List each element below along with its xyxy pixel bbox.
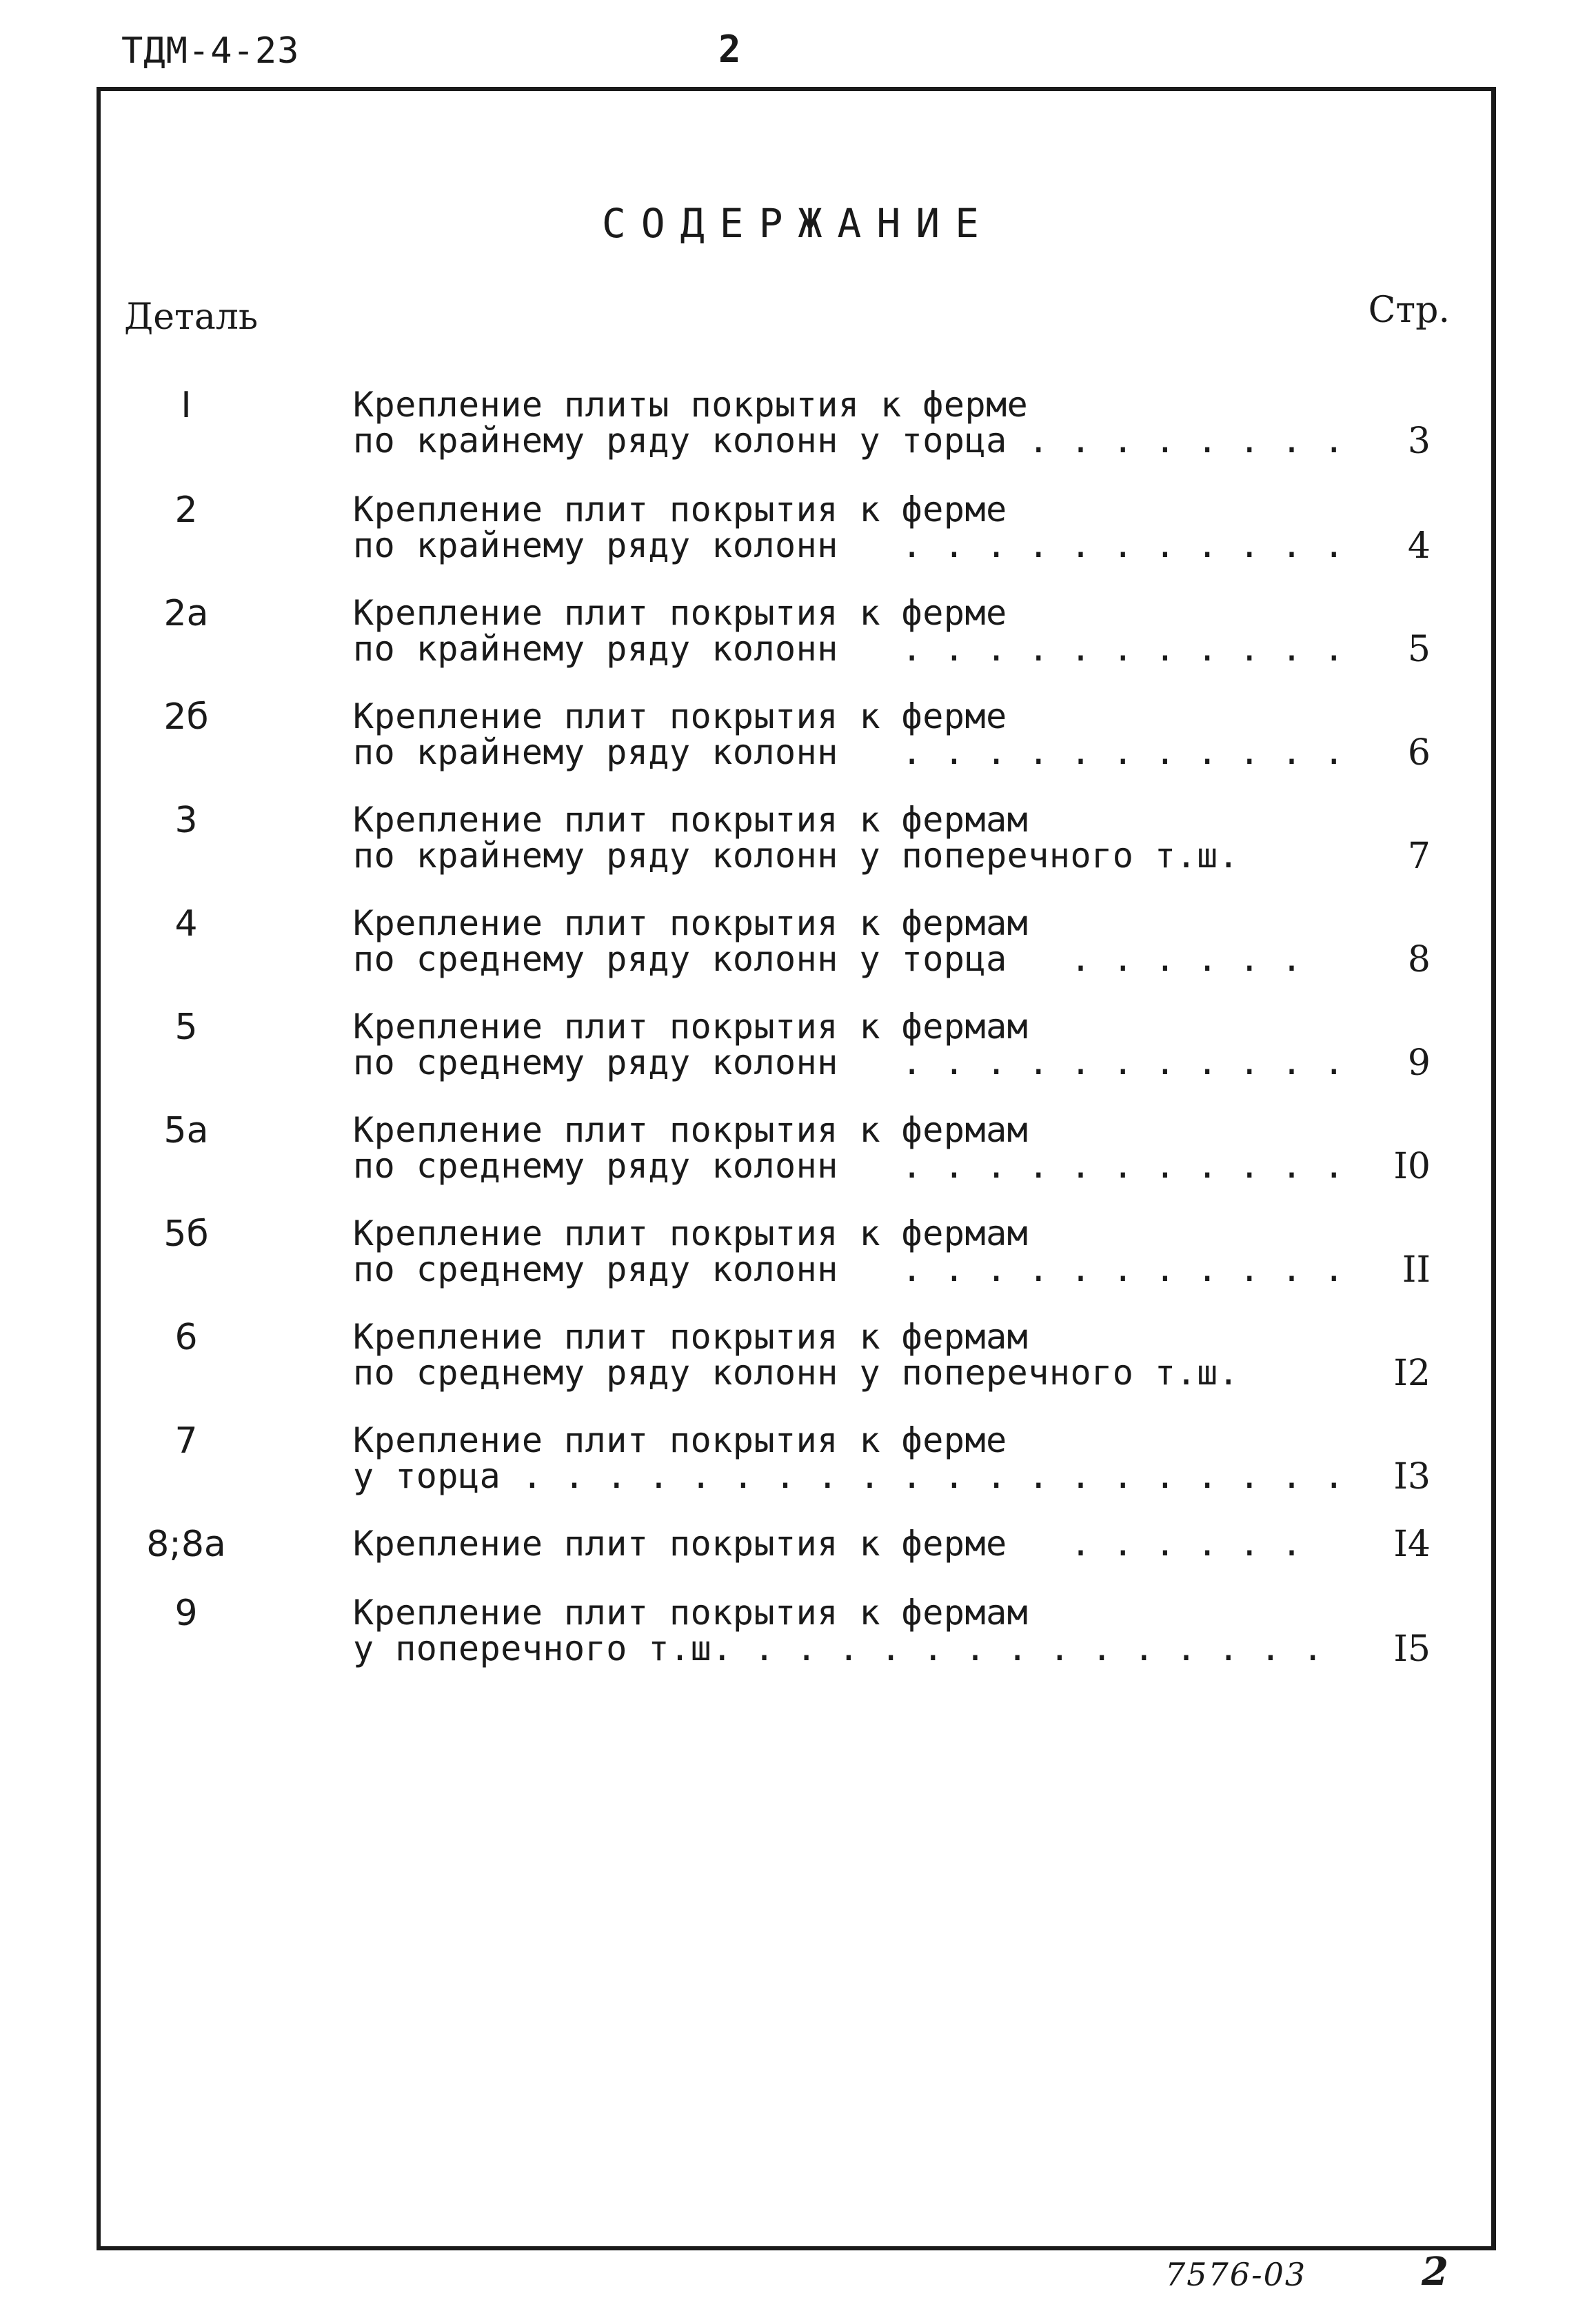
toc-entry-page-number: 9	[1407, 1042, 1431, 1084]
toc-entry-title-line-1: Крепление плит покрытия к фермам	[353, 903, 1029, 943]
page-number: 2	[718, 28, 741, 71]
toc-entry-detail-number: 3	[174, 800, 198, 841]
toc-entry-detail-number: 2б	[163, 696, 209, 738]
doc-code: ТДМ-4-23	[121, 30, 300, 72]
toc-entry-title-line-1: Крепление плит покрытия к ферме	[353, 1420, 1007, 1460]
contents-title: СОДЕРЖАНИЕ	[601, 200, 995, 247]
toc-entry-title-line-2: у поперечного т.ш. . . . . . . . . . . . . . .	[353, 1628, 1324, 1668]
toc-entry-detail-number: 5	[174, 1007, 198, 1048]
toc-entry-title-line-1: Крепление плит покрытия к ферме	[353, 696, 1007, 736]
toc-entry-title-line-2: по среднему ряду колонн . . . . . . . . . . .	[353, 1042, 1345, 1082]
toc-entry-page-number: 8	[1407, 939, 1431, 980]
toc-entry-detail-number: 6	[174, 1317, 198, 1358]
inventory-code: 7576-03	[1165, 2256, 1307, 2293]
toc-entry-title-line-2: по среднему ряду колонн у торца . . . . . .	[353, 939, 1303, 979]
toc-entry-title-line-1: Крепление плит покрытия к фермам	[353, 1317, 1029, 1357]
toc-entry	[0, 696, 1596, 779]
sheet-number: 2	[1422, 2249, 1448, 2294]
toc-entry-title-line-1: Крепление плит покрытия к ферме	[353, 593, 1007, 633]
toc-entry-title-line-1: Крепление плиты покрытия к ферме	[353, 385, 1029, 425]
toc-entry-page-number: I2	[1393, 1353, 1431, 1394]
toc-entry-title-line-1: Крепление плит покрытия к фермам	[353, 1593, 1029, 1633]
toc-entry-title-line-2: по среднему ряду колонн . . . . . . . . . . .	[353, 1249, 1345, 1289]
toc-entry-title-line-2: у торца . . . . . . . . . . . . . . . . . . . .	[353, 1456, 1345, 1496]
toc-entry-detail-number: 2а	[163, 593, 209, 634]
toc-entry-detail-number: 4	[174, 903, 198, 945]
toc-entry-detail-number: 7	[174, 1420, 198, 1462]
toc-entry-page-number: I3	[1393, 1456, 1431, 1497]
toc-entry-detail-number: 8;8а	[146, 1524, 226, 1565]
toc-entry-page-number: I0	[1393, 1146, 1431, 1187]
toc-entry	[0, 385, 1596, 467]
toc-entry-title-line-1: Крепление плит покрытия к фермам	[353, 1213, 1029, 1253]
toc-entry-page-number: 5	[1407, 629, 1431, 670]
toc-entry	[0, 903, 1596, 986]
toc-entry-title-line-2: по крайнему ряду колонн . . . . . . . . . . .	[353, 525, 1345, 565]
toc-entry-page-number: I5	[1393, 1628, 1431, 1670]
toc-entry-title-line-2: по среднему ряду колонн . . . . . . . . . . .	[353, 1146, 1345, 1186]
toc-entry-page-number: II	[1402, 1249, 1431, 1291]
toc-entry-title-line-1: Крепление плит покрытия к ферме	[353, 490, 1007, 529]
toc-entry	[0, 490, 1596, 572]
toc-entry	[0, 1007, 1596, 1089]
toc-entry-page-number: 3	[1407, 421, 1431, 462]
toc-entry-detail-number: 9	[174, 1593, 198, 1634]
toc-entry-detail-number: 2	[174, 490, 198, 531]
toc-entry-title-line-2: по среднему ряду колонн у поперечного т.ш.	[353, 1353, 1240, 1393]
toc-entry-detail-number: 5а	[163, 1110, 209, 1151]
toc-entry-page-number: I4	[1393, 1524, 1431, 1565]
toc-entry-title-line-2: по крайнему ряду колонн у поперечного т.ш.	[353, 836, 1240, 876]
column-header-detail: Деталь	[124, 296, 259, 338]
toc-entry-detail-number: I	[181, 385, 192, 426]
toc-entry	[0, 593, 1596, 676]
toc-entry-title-line-2: по крайнему ряду колонн . . . . . . . . . . .	[353, 732, 1345, 772]
toc-entry-detail-number: 5б	[163, 1213, 209, 1255]
toc-entry-title-line-1: Крепление плит покрытия к фермам	[353, 1110, 1029, 1150]
toc-entry-title-line-2: по крайнему ряду колонн . . . . . . . . . . .	[353, 629, 1345, 669]
toc-entry-page-number: 6	[1407, 732, 1431, 774]
toc-entry-title-line-1: Крепление плит покрытия к ферме . . . . . .	[353, 1524, 1303, 1564]
toc-entry-page-number: 4	[1407, 525, 1431, 567]
toc-entry-page-number: 7	[1407, 836, 1431, 877]
toc-entry-title-line-2: по крайнему ряду колонн у торца . . . . . . . .	[353, 421, 1345, 461]
column-header-page: Стр.	[1368, 290, 1450, 331]
toc-entry	[0, 1593, 1596, 1675]
toc-entry	[0, 1110, 1596, 1193]
toc-entry	[0, 800, 1596, 882]
toc-entry-title-line-1: Крепление плит покрытия к фермам	[353, 1007, 1029, 1047]
toc-entry	[0, 1317, 1596, 1400]
toc-entry	[0, 1420, 1596, 1503]
toc-entry-title-line-1: Крепление плит покрытия к фермам	[353, 800, 1029, 840]
toc-entry	[0, 1213, 1596, 1296]
